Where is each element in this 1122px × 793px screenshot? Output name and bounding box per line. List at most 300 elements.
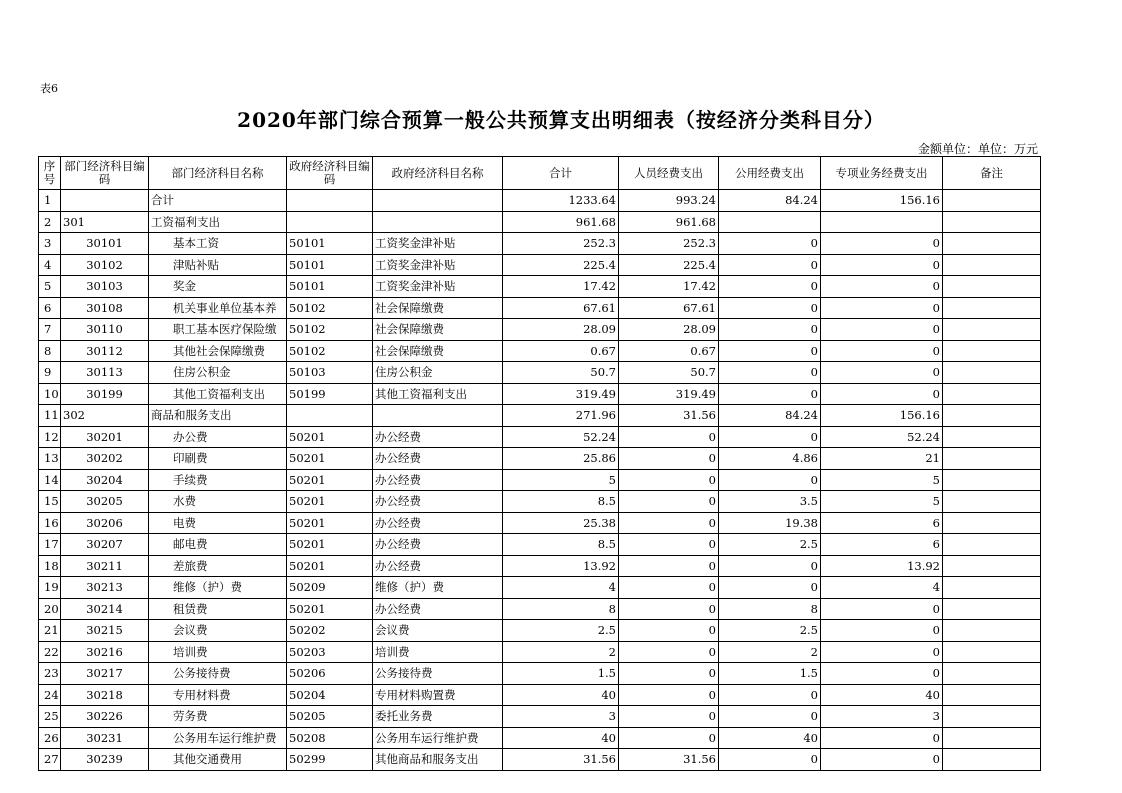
cell-special: 6 bbox=[821, 534, 943, 556]
table-row bbox=[39, 426, 1041, 448]
cell-public: 40 bbox=[719, 727, 821, 749]
cell-total: 8.5 bbox=[503, 491, 619, 513]
cell-public: 2.5 bbox=[719, 620, 821, 642]
cell-special: 0 bbox=[821, 663, 943, 685]
cell-dept-name: 劳务费 bbox=[149, 706, 287, 728]
cell-dept-name: 其他交通费用 bbox=[149, 749, 287, 771]
cell-remark bbox=[943, 340, 1041, 362]
cell-gov-code: 50202 bbox=[287, 620, 373, 642]
table-row bbox=[39, 641, 1041, 663]
cell-dept-name: 商品和服务支出 bbox=[149, 405, 287, 427]
cell-personnel: 319.49 bbox=[619, 383, 719, 405]
cell-dept-code: 30204 bbox=[61, 469, 149, 491]
table-row bbox=[39, 577, 1041, 599]
cell-total: 40 bbox=[503, 684, 619, 706]
cell-remark bbox=[943, 426, 1041, 448]
cell-seq: 21 bbox=[39, 620, 61, 642]
cell-gov-name: 专用材料购置费 bbox=[373, 684, 503, 706]
table-row bbox=[39, 211, 1041, 233]
cell-remark bbox=[943, 383, 1041, 405]
amount-unit: 金额单位：单位：万元 bbox=[917, 142, 1038, 156]
table-label: 表6 bbox=[40, 82, 58, 95]
cell-gov-name: 工资奖金津补贴 bbox=[373, 254, 503, 276]
header-dept-code: 部门经济科目编码 bbox=[61, 157, 149, 190]
header-gov-code: 政府经济科目编码 bbox=[287, 157, 373, 190]
cell-seq: 20 bbox=[39, 598, 61, 620]
cell-seq: 23 bbox=[39, 663, 61, 685]
cell-special: 40 bbox=[821, 684, 943, 706]
header-personnel: 人员经费支出 bbox=[619, 157, 719, 190]
cell-dept-code: 30207 bbox=[61, 534, 149, 556]
cell-personnel: 28.09 bbox=[619, 319, 719, 341]
cell-gov-code: 50103 bbox=[287, 362, 373, 384]
cell-seq: 26 bbox=[39, 727, 61, 749]
cell-special: 0 bbox=[821, 598, 943, 620]
cell-gov-code: 50201 bbox=[287, 469, 373, 491]
cell-dept-name: 电费 bbox=[149, 512, 287, 534]
header-gov-name: 政府经济科目名称 bbox=[373, 157, 503, 190]
cell-seq: 14 bbox=[39, 469, 61, 491]
cell-dept-name: 培训费 bbox=[149, 641, 287, 663]
cell-dept-code: 30206 bbox=[61, 512, 149, 534]
cell-total: 17.42 bbox=[503, 276, 619, 298]
cell-special: 0 bbox=[821, 383, 943, 405]
cell-special: 0 bbox=[821, 727, 943, 749]
cell-dept-code: 30226 bbox=[61, 706, 149, 728]
cell-gov-code: 50102 bbox=[287, 340, 373, 362]
cell-remark bbox=[943, 276, 1041, 298]
cell-gov-code bbox=[287, 405, 373, 427]
cell-dept-code: 30101 bbox=[61, 233, 149, 255]
cell-seq: 18 bbox=[39, 555, 61, 577]
cell-dept-code: 30102 bbox=[61, 254, 149, 276]
cell-remark bbox=[943, 663, 1041, 685]
cell-special: 156.16 bbox=[821, 190, 943, 212]
cell-gov-name: 办公经费 bbox=[373, 491, 503, 513]
cell-gov-code: 50102 bbox=[287, 319, 373, 341]
cell-seq: 15 bbox=[39, 491, 61, 513]
cell-special: 13.92 bbox=[821, 555, 943, 577]
cell-total: 5 bbox=[503, 469, 619, 491]
cell-dept-code: 30110 bbox=[61, 319, 149, 341]
cell-personnel: 0 bbox=[619, 663, 719, 685]
cell-public bbox=[719, 211, 821, 233]
cell-gov-code: 50201 bbox=[287, 512, 373, 534]
table-row bbox=[39, 276, 1041, 298]
cell-special: 4 bbox=[821, 577, 943, 599]
cell-seq: 4 bbox=[39, 254, 61, 276]
cell-dept-name: 公务用车运行维护费 bbox=[149, 727, 287, 749]
cell-dept-name: 奖金 bbox=[149, 276, 287, 298]
cell-public: 1.5 bbox=[719, 663, 821, 685]
cell-special: 0 bbox=[821, 620, 943, 642]
cell-personnel: 0 bbox=[619, 426, 719, 448]
cell-total: 67.61 bbox=[503, 297, 619, 319]
cell-total: 2 bbox=[503, 641, 619, 663]
cell-dept-name: 合计 bbox=[149, 190, 287, 212]
cell-public: 2 bbox=[719, 641, 821, 663]
cell-total: 13.92 bbox=[503, 555, 619, 577]
table-row bbox=[39, 706, 1041, 728]
cell-total: 1.5 bbox=[503, 663, 619, 685]
cell-dept-name: 手续费 bbox=[149, 469, 287, 491]
cell-remark bbox=[943, 577, 1041, 599]
cell-seq: 3 bbox=[39, 233, 61, 255]
cell-dept-code: 30205 bbox=[61, 491, 149, 513]
cell-seq: 17 bbox=[39, 534, 61, 556]
cell-dept-name: 印刷费 bbox=[149, 448, 287, 470]
cell-personnel: 252.3 bbox=[619, 233, 719, 255]
cell-dept-code: 30239 bbox=[61, 749, 149, 771]
cell-gov-code: 50201 bbox=[287, 426, 373, 448]
cell-public: 0 bbox=[719, 254, 821, 276]
cell-special: 0 bbox=[821, 340, 943, 362]
cell-total: 3 bbox=[503, 706, 619, 728]
cell-dept-name: 住房公积金 bbox=[149, 362, 287, 384]
cell-total: 225.4 bbox=[503, 254, 619, 276]
cell-dept-name: 差旅费 bbox=[149, 555, 287, 577]
cell-dept-name: 津贴补贴 bbox=[149, 254, 287, 276]
cell-personnel: 0 bbox=[619, 727, 719, 749]
table-row bbox=[39, 469, 1041, 491]
cell-public: 4.86 bbox=[719, 448, 821, 470]
cell-public: 0 bbox=[719, 469, 821, 491]
cell-seq: 25 bbox=[39, 706, 61, 728]
cell-personnel: 0 bbox=[619, 512, 719, 534]
cell-gov-name: 办公经费 bbox=[373, 512, 503, 534]
cell-remark bbox=[943, 362, 1041, 384]
table-row bbox=[39, 362, 1041, 384]
cell-dept-name: 邮电费 bbox=[149, 534, 287, 556]
cell-total: 271.96 bbox=[503, 405, 619, 427]
cell-total: 40 bbox=[503, 727, 619, 749]
cell-seq: 16 bbox=[39, 512, 61, 534]
cell-dept-code: 30201 bbox=[61, 426, 149, 448]
cell-seq: 5 bbox=[39, 276, 61, 298]
cell-dept-name: 专用材料费 bbox=[149, 684, 287, 706]
table-row bbox=[39, 663, 1041, 685]
cell-personnel: 0 bbox=[619, 555, 719, 577]
cell-total: 28.09 bbox=[503, 319, 619, 341]
cell-seq: 13 bbox=[39, 448, 61, 470]
cell-remark bbox=[943, 555, 1041, 577]
cell-special: 0 bbox=[821, 254, 943, 276]
cell-gov-name: 工资奖金津补贴 bbox=[373, 276, 503, 298]
cell-dept-code: 30103 bbox=[61, 276, 149, 298]
cell-personnel: 0 bbox=[619, 469, 719, 491]
cell-dept-code: 30108 bbox=[61, 297, 149, 319]
cell-remark bbox=[943, 534, 1041, 556]
table-row bbox=[39, 749, 1041, 771]
cell-dept-code: 30202 bbox=[61, 448, 149, 470]
header-special: 专项业务经费支出 bbox=[821, 157, 943, 190]
cell-gov-name: 办公经费 bbox=[373, 534, 503, 556]
cell-gov-code: 50208 bbox=[287, 727, 373, 749]
cell-personnel: 0 bbox=[619, 577, 719, 599]
cell-gov-name: 办公经费 bbox=[373, 448, 503, 470]
cell-remark bbox=[943, 598, 1041, 620]
cell-gov-name: 其他工资福利支出 bbox=[373, 383, 503, 405]
cell-total: 52.24 bbox=[503, 426, 619, 448]
cell-gov-name: 办公经费 bbox=[373, 598, 503, 620]
cell-total: 0.67 bbox=[503, 340, 619, 362]
cell-gov-name: 公务用车运行维护费 bbox=[373, 727, 503, 749]
cell-gov-name: 办公经费 bbox=[373, 426, 503, 448]
cell-special: 6 bbox=[821, 512, 943, 534]
table-row bbox=[39, 491, 1041, 513]
cell-gov-code: 50101 bbox=[287, 276, 373, 298]
cell-personnel: 961.68 bbox=[619, 211, 719, 233]
cell-special: 0 bbox=[821, 297, 943, 319]
header-row bbox=[39, 157, 1041, 190]
cell-remark bbox=[943, 641, 1041, 663]
cell-special: 0 bbox=[821, 749, 943, 771]
cell-seq: 19 bbox=[39, 577, 61, 599]
cell-gov-code bbox=[287, 211, 373, 233]
table-row bbox=[39, 233, 1041, 255]
cell-public: 84.24 bbox=[719, 405, 821, 427]
cell-gov-code bbox=[287, 190, 373, 212]
cell-personnel: 0 bbox=[619, 598, 719, 620]
cell-personnel: 993.24 bbox=[619, 190, 719, 212]
cell-seq: 6 bbox=[39, 297, 61, 319]
cell-gov-name: 社会保障缴费 bbox=[373, 319, 503, 341]
cell-public: 0 bbox=[719, 684, 821, 706]
cell-dept-code bbox=[61, 190, 149, 212]
cell-gov-name: 住房公积金 bbox=[373, 362, 503, 384]
cell-personnel: 31.56 bbox=[619, 405, 719, 427]
cell-public: 0 bbox=[719, 749, 821, 771]
header-public: 公用经费支出 bbox=[719, 157, 821, 190]
cell-public: 0 bbox=[719, 383, 821, 405]
cell-seq: 2 bbox=[39, 211, 61, 233]
cell-special: 5 bbox=[821, 491, 943, 513]
cell-gov-code: 50203 bbox=[287, 641, 373, 663]
cell-public: 19.38 bbox=[719, 512, 821, 534]
cell-total: 2.5 bbox=[503, 620, 619, 642]
table-row bbox=[39, 319, 1041, 341]
expenditure-table bbox=[38, 156, 1041, 771]
cell-gov-code: 50102 bbox=[287, 297, 373, 319]
table-row bbox=[39, 555, 1041, 577]
cell-personnel: 67.61 bbox=[619, 297, 719, 319]
cell-gov-code: 50204 bbox=[287, 684, 373, 706]
cell-personnel: 0 bbox=[619, 620, 719, 642]
table-row bbox=[39, 512, 1041, 534]
cell-dept-name: 工资福利支出 bbox=[149, 211, 287, 233]
cell-dept-name: 公务接待费 bbox=[149, 663, 287, 685]
cell-public: 0 bbox=[719, 319, 821, 341]
cell-seq: 7 bbox=[39, 319, 61, 341]
cell-dept-code: 30231 bbox=[61, 727, 149, 749]
table-row bbox=[39, 598, 1041, 620]
cell-dept-code: 30215 bbox=[61, 620, 149, 642]
cell-dept-name: 其他工资福利支出 bbox=[149, 383, 287, 405]
cell-special: 3 bbox=[821, 706, 943, 728]
cell-personnel: 225.4 bbox=[619, 254, 719, 276]
cell-seq: 12 bbox=[39, 426, 61, 448]
cell-gov-name bbox=[373, 190, 503, 212]
cell-remark bbox=[943, 684, 1041, 706]
cell-remark bbox=[943, 448, 1041, 470]
cell-total: 8.5 bbox=[503, 534, 619, 556]
cell-special: 21 bbox=[821, 448, 943, 470]
cell-gov-code: 50209 bbox=[287, 577, 373, 599]
cell-dept-code: 301 bbox=[61, 211, 149, 233]
cell-personnel: 0 bbox=[619, 684, 719, 706]
cell-dept-code: 30214 bbox=[61, 598, 149, 620]
cell-public: 2.5 bbox=[719, 534, 821, 556]
cell-dept-name: 办公费 bbox=[149, 426, 287, 448]
cell-seq: 10 bbox=[39, 383, 61, 405]
cell-dept-code: 30113 bbox=[61, 362, 149, 384]
cell-remark bbox=[943, 620, 1041, 642]
cell-gov-name bbox=[373, 405, 503, 427]
cell-remark bbox=[943, 405, 1041, 427]
cell-personnel: 31.56 bbox=[619, 749, 719, 771]
cell-personnel: 0.67 bbox=[619, 340, 719, 362]
table-row bbox=[39, 684, 1041, 706]
cell-total: 50.7 bbox=[503, 362, 619, 384]
table-row bbox=[39, 254, 1041, 276]
header-remark: 备注 bbox=[943, 157, 1041, 190]
cell-dept-code: 30199 bbox=[61, 383, 149, 405]
cell-gov-name: 工资奖金津补贴 bbox=[373, 233, 503, 255]
cell-dept-name: 职工基本医疗保险缴 bbox=[149, 319, 287, 341]
cell-remark bbox=[943, 319, 1041, 341]
cell-total: 319.49 bbox=[503, 383, 619, 405]
cell-remark bbox=[943, 512, 1041, 534]
cell-public: 0 bbox=[719, 555, 821, 577]
cell-remark bbox=[943, 297, 1041, 319]
cell-personnel: 0 bbox=[619, 706, 719, 728]
table-body bbox=[39, 190, 1041, 771]
cell-gov-code: 50199 bbox=[287, 383, 373, 405]
cell-gov-code: 50101 bbox=[287, 254, 373, 276]
cell-total: 252.3 bbox=[503, 233, 619, 255]
cell-dept-code: 302 bbox=[61, 405, 149, 427]
cell-remark bbox=[943, 727, 1041, 749]
table-row bbox=[39, 405, 1041, 427]
cell-personnel: 0 bbox=[619, 641, 719, 663]
cell-gov-code: 50201 bbox=[287, 448, 373, 470]
table-row bbox=[39, 448, 1041, 470]
cell-gov-name: 办公经费 bbox=[373, 469, 503, 491]
cell-dept-name: 基本工资 bbox=[149, 233, 287, 255]
cell-public: 0 bbox=[719, 340, 821, 362]
cell-public: 0 bbox=[719, 426, 821, 448]
cell-dept-code: 30211 bbox=[61, 555, 149, 577]
cell-gov-code: 50299 bbox=[287, 749, 373, 771]
cell-gov-code: 50205 bbox=[287, 706, 373, 728]
cell-dept-name: 维修（护）费 bbox=[149, 577, 287, 599]
cell-public: 0 bbox=[719, 297, 821, 319]
cell-gov-code: 50201 bbox=[287, 598, 373, 620]
cell-public: 0 bbox=[719, 276, 821, 298]
cell-seq: 22 bbox=[39, 641, 61, 663]
cell-seq: 24 bbox=[39, 684, 61, 706]
cell-seq: 11 bbox=[39, 405, 61, 427]
cell-special: 5 bbox=[821, 469, 943, 491]
cell-dept-code: 30112 bbox=[61, 340, 149, 362]
cell-gov-code: 50206 bbox=[287, 663, 373, 685]
cell-total: 1233.64 bbox=[503, 190, 619, 212]
cell-total: 25.86 bbox=[503, 448, 619, 470]
cell-gov-name: 办公经费 bbox=[373, 555, 503, 577]
cell-public: 0 bbox=[719, 362, 821, 384]
cell-gov-name: 维修（护）费 bbox=[373, 577, 503, 599]
cell-public: 8 bbox=[719, 598, 821, 620]
cell-dept-name: 其他社会保障缴费 bbox=[149, 340, 287, 362]
cell-special: 0 bbox=[821, 362, 943, 384]
cell-dept-name: 水费 bbox=[149, 491, 287, 513]
cell-gov-name: 公务接待费 bbox=[373, 663, 503, 685]
cell-special: 52.24 bbox=[821, 426, 943, 448]
cell-gov-code: 50101 bbox=[287, 233, 373, 255]
cell-seq: 8 bbox=[39, 340, 61, 362]
cell-public: 0 bbox=[719, 233, 821, 255]
cell-remark bbox=[943, 211, 1041, 233]
cell-public: 84.24 bbox=[719, 190, 821, 212]
cell-gov-name: 培训费 bbox=[373, 641, 503, 663]
cell-total: 961.68 bbox=[503, 211, 619, 233]
cell-remark bbox=[943, 491, 1041, 513]
table-row bbox=[39, 534, 1041, 556]
cell-special bbox=[821, 211, 943, 233]
cell-remark bbox=[943, 190, 1041, 212]
cell-personnel: 17.42 bbox=[619, 276, 719, 298]
table-row bbox=[39, 190, 1041, 212]
cell-dept-code: 30218 bbox=[61, 684, 149, 706]
cell-remark bbox=[943, 706, 1041, 728]
table-row bbox=[39, 727, 1041, 749]
cell-remark bbox=[943, 233, 1041, 255]
cell-special: 0 bbox=[821, 233, 943, 255]
cell-gov-name: 委托业务费 bbox=[373, 706, 503, 728]
table-row bbox=[39, 340, 1041, 362]
cell-gov-code: 50201 bbox=[287, 555, 373, 577]
cell-personnel: 50.7 bbox=[619, 362, 719, 384]
cell-special: 0 bbox=[821, 319, 943, 341]
cell-public: 3.5 bbox=[719, 491, 821, 513]
header-seq: 序号 bbox=[39, 157, 61, 190]
cell-gov-name: 会议费 bbox=[373, 620, 503, 642]
cell-gov-code: 50201 bbox=[287, 491, 373, 513]
cell-public: 0 bbox=[719, 577, 821, 599]
cell-dept-name: 会议费 bbox=[149, 620, 287, 642]
cell-personnel: 0 bbox=[619, 534, 719, 556]
cell-seq: 9 bbox=[39, 362, 61, 384]
cell-special: 0 bbox=[821, 276, 943, 298]
cell-gov-name: 其他商品和服务支出 bbox=[373, 749, 503, 771]
cell-gov-name bbox=[373, 211, 503, 233]
cell-dept-name: 机关事业单位基本养 bbox=[149, 297, 287, 319]
cell-special: 156.16 bbox=[821, 405, 943, 427]
cell-remark bbox=[943, 469, 1041, 491]
cell-gov-name: 社会保障缴费 bbox=[373, 297, 503, 319]
cell-remark bbox=[943, 254, 1041, 276]
cell-special: 0 bbox=[821, 641, 943, 663]
page-title: 2020年部门综合预算一般公共预算支出明细表（按经济分类科目分） bbox=[237, 108, 885, 132]
cell-public: 0 bbox=[719, 706, 821, 728]
cell-personnel: 0 bbox=[619, 491, 719, 513]
cell-dept-code: 30216 bbox=[61, 641, 149, 663]
cell-dept-code: 30217 bbox=[61, 663, 149, 685]
cell-total: 25.38 bbox=[503, 512, 619, 534]
table-row bbox=[39, 383, 1041, 405]
cell-seq: 1 bbox=[39, 190, 61, 212]
header-dept-name: 部门经济科目名称 bbox=[149, 157, 287, 190]
